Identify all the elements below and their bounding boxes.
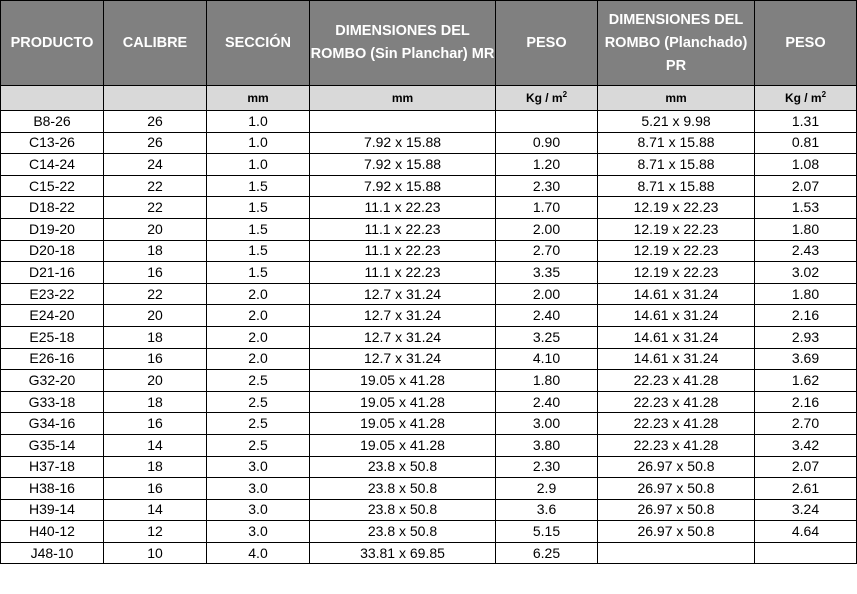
cell-seccion: 2.5 [207, 391, 310, 413]
cell-producto: C13-26 [1, 132, 104, 154]
cell-producto: G35-14 [1, 434, 104, 456]
cell-seccion: 3.0 [207, 499, 310, 521]
cell-calibre: 16 [104, 262, 207, 284]
cell-dim-pr: 26.97 x 50.8 [598, 521, 755, 543]
cell-dim-pr: 8.71 x 15.88 [598, 175, 755, 197]
cell-calibre: 24 [104, 154, 207, 176]
header-seccion: SECCIÓN [207, 1, 310, 86]
cell-dim-pr: 26.97 x 50.8 [598, 456, 755, 478]
cell-peso-mr: 2.30 [496, 456, 598, 478]
cell-dim-mr [310, 111, 496, 133]
unit-dim-pr: mm [598, 86, 755, 111]
cell-seccion: 4.0 [207, 542, 310, 564]
cell-peso-mr: 3.80 [496, 434, 598, 456]
cell-producto: E25-18 [1, 326, 104, 348]
cell-seccion: 2.0 [207, 305, 310, 327]
cell-peso-pr: 2.43 [755, 240, 857, 262]
table-row [1, 542, 857, 564]
cell-peso-pr: 1.31 [755, 111, 857, 133]
cell-producto: E23-22 [1, 283, 104, 305]
cell-seccion: 1.0 [207, 154, 310, 176]
cell-peso-mr: 2.70 [496, 240, 598, 262]
cell-calibre: 18 [104, 326, 207, 348]
unit-peso-pr-base: Kg / m [784, 91, 822, 105]
cell-producto: H38-16 [1, 478, 104, 500]
cell-seccion: 2.0 [207, 348, 310, 370]
cell-peso-pr: 3.02 [755, 262, 857, 284]
cell-seccion: 1.5 [207, 240, 310, 262]
cell-seccion: 3.0 [207, 478, 310, 500]
cell-calibre: 16 [104, 348, 207, 370]
table-row [1, 283, 857, 305]
cell-peso-pr: 1.08 [755, 154, 857, 176]
table-row [1, 132, 857, 154]
unit-peso-pr-exp: 2 [821, 90, 827, 99]
cell-producto: G34-16 [1, 413, 104, 435]
cell-peso-pr [755, 542, 857, 564]
table-row [1, 348, 857, 370]
cell-peso-mr: 3.00 [496, 413, 598, 435]
cell-dim-mr: 11.1 x 22.23 [310, 197, 496, 219]
cell-peso-pr: 2.93 [755, 326, 857, 348]
cell-peso-pr: 3.24 [755, 499, 857, 521]
header-row [1, 1, 857, 86]
cell-seccion: 2.5 [207, 413, 310, 435]
cell-dim-pr: 22.23 x 41.28 [598, 413, 755, 435]
cell-dim-mr: 23.8 x 50.8 [310, 521, 496, 543]
cell-calibre: 16 [104, 413, 207, 435]
table-row [1, 240, 857, 262]
cell-seccion: 2.5 [207, 370, 310, 392]
table-row [1, 456, 857, 478]
cell-producto: D18-22 [1, 197, 104, 219]
cell-calibre: 18 [104, 391, 207, 413]
cell-peso-pr: 1.80 [755, 218, 857, 240]
cell-dim-mr: 7.92 x 15.88 [310, 175, 496, 197]
cell-dim-pr: 22.23 x 41.28 [598, 434, 755, 456]
cell-producto: C14-24 [1, 154, 104, 176]
cell-seccion: 3.0 [207, 521, 310, 543]
cell-dim-pr: 14.61 x 31.24 [598, 283, 755, 305]
cell-peso-mr: 0.90 [496, 132, 598, 154]
cell-seccion: 2.0 [207, 326, 310, 348]
header-producto: PRODUCTO [1, 1, 104, 86]
table-row [1, 262, 857, 284]
cell-peso-pr: 2.16 [755, 391, 857, 413]
table-row [1, 434, 857, 456]
cell-producto: B8-26 [1, 111, 104, 133]
cell-dim-pr: 8.71 x 15.88 [598, 132, 755, 154]
cell-seccion: 1.0 [207, 111, 310, 133]
cell-peso-mr: 5.15 [496, 521, 598, 543]
cell-dim-mr: 12.7 x 31.24 [310, 283, 496, 305]
cell-dim-mr: 7.92 x 15.88 [310, 154, 496, 176]
cell-producto: H40-12 [1, 521, 104, 543]
header-dim-pr: DIMENSIONES DEL ROMBO (Planchado) PR [598, 1, 755, 86]
cell-dim-mr: 19.05 x 41.28 [310, 391, 496, 413]
cell-peso-pr: 2.16 [755, 305, 857, 327]
cell-producto: J48-10 [1, 542, 104, 564]
cell-dim-pr [598, 542, 755, 564]
table-row [1, 478, 857, 500]
cell-seccion: 1.5 [207, 262, 310, 284]
cell-calibre: 16 [104, 478, 207, 500]
cell-dim-mr: 33.81 x 69.85 [310, 542, 496, 564]
cell-peso-mr: 6.25 [496, 542, 598, 564]
cell-producto: H39-14 [1, 499, 104, 521]
cell-peso-mr: 2.00 [496, 283, 598, 305]
cell-dim-mr: 12.7 x 31.24 [310, 348, 496, 370]
header-calibre: CALIBRE [104, 1, 207, 86]
cell-peso-mr: 2.00 [496, 218, 598, 240]
cell-dim-pr: 8.71 x 15.88 [598, 154, 755, 176]
cell-producto: C15-22 [1, 175, 104, 197]
cell-dim-mr: 19.05 x 41.28 [310, 413, 496, 435]
cell-peso-pr: 1.80 [755, 283, 857, 305]
cell-peso-mr: 4.10 [496, 348, 598, 370]
unit-peso-mr-base: Kg / m [525, 91, 563, 105]
cell-dim-pr: 22.23 x 41.28 [598, 391, 755, 413]
cell-calibre: 22 [104, 197, 207, 219]
cell-dim-mr: 12.7 x 31.24 [310, 326, 496, 348]
cell-peso-mr: 1.20 [496, 154, 598, 176]
cell-peso-mr: 1.80 [496, 370, 598, 392]
cell-calibre: 20 [104, 305, 207, 327]
units-row [1, 86, 857, 111]
cell-seccion: 1.5 [207, 175, 310, 197]
cell-producto: D19-20 [1, 218, 104, 240]
unit-peso-mr-exp: 2 [562, 90, 568, 99]
cell-producto: D21-16 [1, 262, 104, 284]
cell-peso-pr: 1.53 [755, 197, 857, 219]
cell-peso-mr: 2.30 [496, 175, 598, 197]
cell-calibre: 26 [104, 111, 207, 133]
cell-calibre: 18 [104, 456, 207, 478]
cell-peso-pr: 2.61 [755, 478, 857, 500]
header-peso-pr: PESO [755, 1, 857, 86]
table-row [1, 197, 857, 219]
table-row [1, 521, 857, 543]
cell-seccion: 1.5 [207, 218, 310, 240]
table-row [1, 391, 857, 413]
cell-calibre: 26 [104, 132, 207, 154]
cell-dim-mr: 23.8 x 50.8 [310, 499, 496, 521]
cell-dim-mr: 11.1 x 22.23 [310, 218, 496, 240]
cell-calibre: 22 [104, 283, 207, 305]
cell-calibre: 20 [104, 218, 207, 240]
cell-peso-mr: 2.9 [496, 478, 598, 500]
cell-calibre: 14 [104, 499, 207, 521]
cell-dim-mr: 7.92 x 15.88 [310, 132, 496, 154]
cell-peso-mr: 3.6 [496, 499, 598, 521]
cell-dim-mr: 23.8 x 50.8 [310, 456, 496, 478]
cell-dim-pr: 14.61 x 31.24 [598, 305, 755, 327]
cell-dim-pr: 12.19 x 22.23 [598, 262, 755, 284]
cell-calibre: 18 [104, 240, 207, 262]
cell-producto: G32-20 [1, 370, 104, 392]
cell-dim-pr: 12.19 x 22.23 [598, 197, 755, 219]
cell-calibre: 20 [104, 370, 207, 392]
cell-calibre: 22 [104, 175, 207, 197]
cell-dim-mr: 19.05 x 41.28 [310, 370, 496, 392]
table-row [1, 326, 857, 348]
table-body [1, 111, 857, 564]
cell-producto: E24-20 [1, 305, 104, 327]
cell-seccion: 3.0 [207, 456, 310, 478]
cell-seccion: 2.5 [207, 434, 310, 456]
cell-peso-pr: 2.07 [755, 175, 857, 197]
cell-dim-mr: 11.1 x 22.23 [310, 240, 496, 262]
cell-peso-mr [496, 111, 598, 133]
cell-seccion: 1.5 [207, 197, 310, 219]
cell-calibre: 10 [104, 542, 207, 564]
unit-calibre [104, 86, 207, 111]
cell-dim-pr: 12.19 x 22.23 [598, 218, 755, 240]
cell-peso-pr: 3.42 [755, 434, 857, 456]
cell-dim-mr: 11.1 x 22.23 [310, 262, 496, 284]
table-row [1, 413, 857, 435]
cell-dim-pr: 5.21 x 9.98 [598, 111, 755, 133]
unit-seccion: mm [207, 86, 310, 111]
header-dim-mr: DIMENSIONES DEL ROMBO (Sin Planchar) MR [310, 1, 496, 86]
cell-peso-mr: 3.25 [496, 326, 598, 348]
cell-peso-mr: 1.70 [496, 197, 598, 219]
cell-calibre: 14 [104, 434, 207, 456]
cell-dim-mr: 12.7 x 31.24 [310, 305, 496, 327]
cell-peso-pr: 4.64 [755, 521, 857, 543]
cell-peso-pr: 2.07 [755, 456, 857, 478]
cell-seccion: 1.0 [207, 132, 310, 154]
cell-dim-pr: 26.97 x 50.8 [598, 478, 755, 500]
unit-peso-pr [755, 86, 857, 111]
cell-peso-mr: 2.40 [496, 305, 598, 327]
cell-peso-pr: 0.81 [755, 132, 857, 154]
cell-calibre: 12 [104, 521, 207, 543]
table-row [1, 305, 857, 327]
cell-peso-mr: 2.40 [496, 391, 598, 413]
cell-producto: E26-16 [1, 348, 104, 370]
cell-dim-pr: 26.97 x 50.8 [598, 499, 755, 521]
cell-dim-pr: 14.61 x 31.24 [598, 326, 755, 348]
table-row [1, 111, 857, 133]
cell-peso-pr: 2.70 [755, 413, 857, 435]
cell-dim-pr: 14.61 x 31.24 [598, 348, 755, 370]
table-row [1, 175, 857, 197]
table-row [1, 154, 857, 176]
table-row [1, 218, 857, 240]
cell-peso-pr: 1.62 [755, 370, 857, 392]
header-peso-mr: PESO [496, 1, 598, 86]
unit-producto [1, 86, 104, 111]
cell-producto: G33-18 [1, 391, 104, 413]
cell-producto: H37-18 [1, 456, 104, 478]
cell-dim-mr: 19.05 x 41.28 [310, 434, 496, 456]
cell-dim-pr: 12.19 x 22.23 [598, 240, 755, 262]
cell-dim-pr: 22.23 x 41.28 [598, 370, 755, 392]
cell-peso-pr: 3.69 [755, 348, 857, 370]
table-row [1, 370, 857, 392]
unit-dim-mr: mm [310, 86, 496, 111]
unit-peso-mr [496, 86, 598, 111]
cell-dim-mr: 23.8 x 50.8 [310, 478, 496, 500]
cell-peso-mr: 3.35 [496, 262, 598, 284]
cell-seccion: 2.0 [207, 283, 310, 305]
table-row [1, 499, 857, 521]
cell-producto: D20-18 [1, 240, 104, 262]
